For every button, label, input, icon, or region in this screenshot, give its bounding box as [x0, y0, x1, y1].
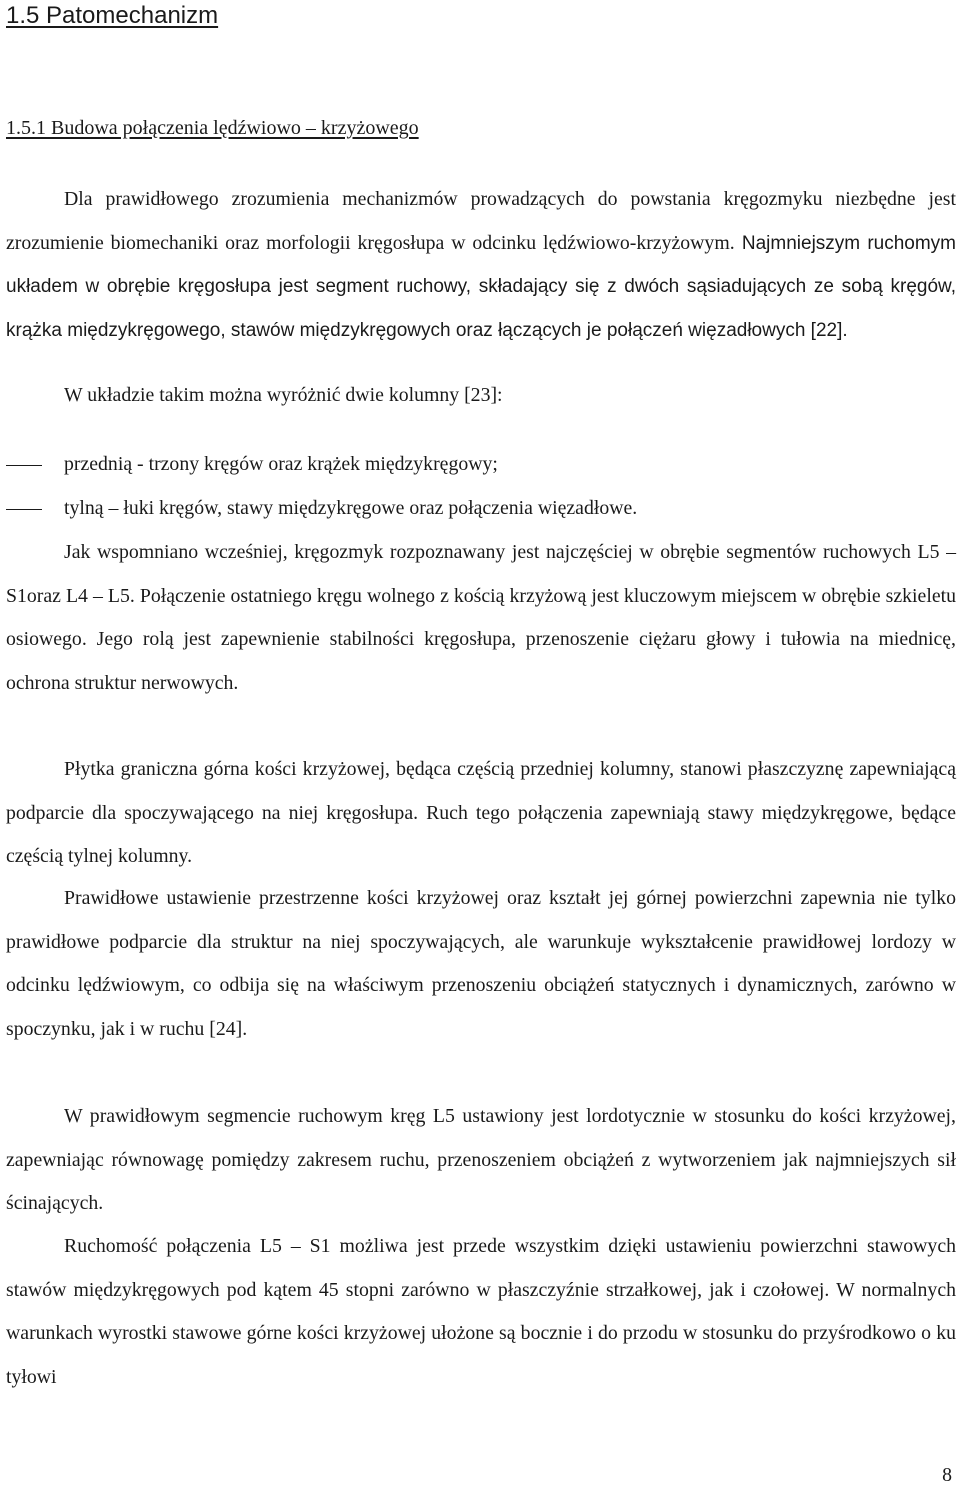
section-title: 1.5 Patomechanizm [6, 2, 219, 29]
paragraph-2: Jak wspomniano wcześniej, kręgozmyk rozpoznawany jest najczęściej w obrębie segmentów ruchowych L5 – S1oraz L4 – L5. Połączenie ostatniego kręgu wolnego z kością krzyżową jest kluczowym miejscem w obrębie szkieletu osiowego. Jego rolą jest zapewnienie stabilności kręgosłupa, przenoszenie ciężaru głowy i tułowia na miednicę, ochrona struktur nerwowych. [6, 541, 956, 694]
paragraph-6: Ruchomość połączenia L5 – S1 możliwa jest przede wszystkim dzięki ustawieniu powierzchni stawowych stawów międzykręgowych pod kątem 45 stopni zarówno w płaszczyźnie strzałkowej, jak i czołowej. W normalnych warunkach wyrostki stawowe górne kości krzyżowej ułożone są bocznie i do przodu w stosunku do przyśrodkowo o ku tyłowi [6, 1235, 956, 1388]
page-number: 8 [942, 1464, 952, 1486]
dash-bullet-icon [6, 487, 64, 531]
dash-bullet-icon [6, 443, 64, 487]
paragraph-4: Prawidłowe ustawienie przestrzenne kości krzyżowej oraz kształt jej górnej powierzchni zapewnia nie tylko prawidłowe podparcie dla struktur na niej spoczywających, ale warunkuje wykształcenie prawidłowej lordozy w odcinku lędźwiowym, co odbija się na właściwym przenoszeniu obciążeń statycznych i dynamicznych, zarówno w spoczynku, jak i w ruchu [24]. [6, 887, 956, 1040]
list-item [6, 443, 956, 487]
subsection-title: 1.5.1 Budowa połączenia lędźwiowo – krzyżowego [6, 117, 419, 139]
list-item-text: przednią - trzony kręgów oraz krążek międzykręgowy; [64, 453, 498, 475]
paragraph-3: Płytka graniczna górna kości krzyżowej, będąca częścią przedniej kolumny, stanowi płaszczyznę zapewniającą podparcie dla spoczywającego na niej kręgosłupa. Ruch tego połączenia zapewniają stawy międzykręgowe, będące częścią tylnej kolumny. [6, 758, 956, 867]
document-body [6, 0, 956, 1488]
paragraph-1-serif-text: Dla prawidłowego zrozumienia mechanizmów prowadzących do powstania kręgozmyku niezbędne jest zrozumienie biomechaniki oraz morfologii kręgosłupa w odcinku lędźwiowo-krzyżowym. [6, 188, 956, 254]
list-intro: W układzie takim można wyróżnić dwie kolumny [23]: [64, 384, 503, 406]
paragraph-1-sans-text: Najmniejszym ruchomym układem w obrębie kręgosłupa jest segment ruchowy, składający się z dwóch sąsiadujących ze sobą kręgów, krążka międzykręgowego, stawów międzykręgowych oraz łączących je połączeń więzadłowych [22]. [6, 232, 956, 341]
list-item-text: tylną – łuki kręgów, stawy międzykręgowe oraz połączenia więzadłowe. [64, 497, 638, 519]
list-item [6, 487, 956, 531]
paragraph-1 [6, 178, 956, 352]
paragraph-5: W prawidłowym segmencie ruchowym kręg L5 ustawiony jest lordotycznie w stosunku do kości krzyżowej, zapewniając równowagę pomiędzy zakresem ruchu, przenoszeniem obciążeń z wytworzeniem jak najmniejszych sił ścinających. [6, 1105, 956, 1214]
